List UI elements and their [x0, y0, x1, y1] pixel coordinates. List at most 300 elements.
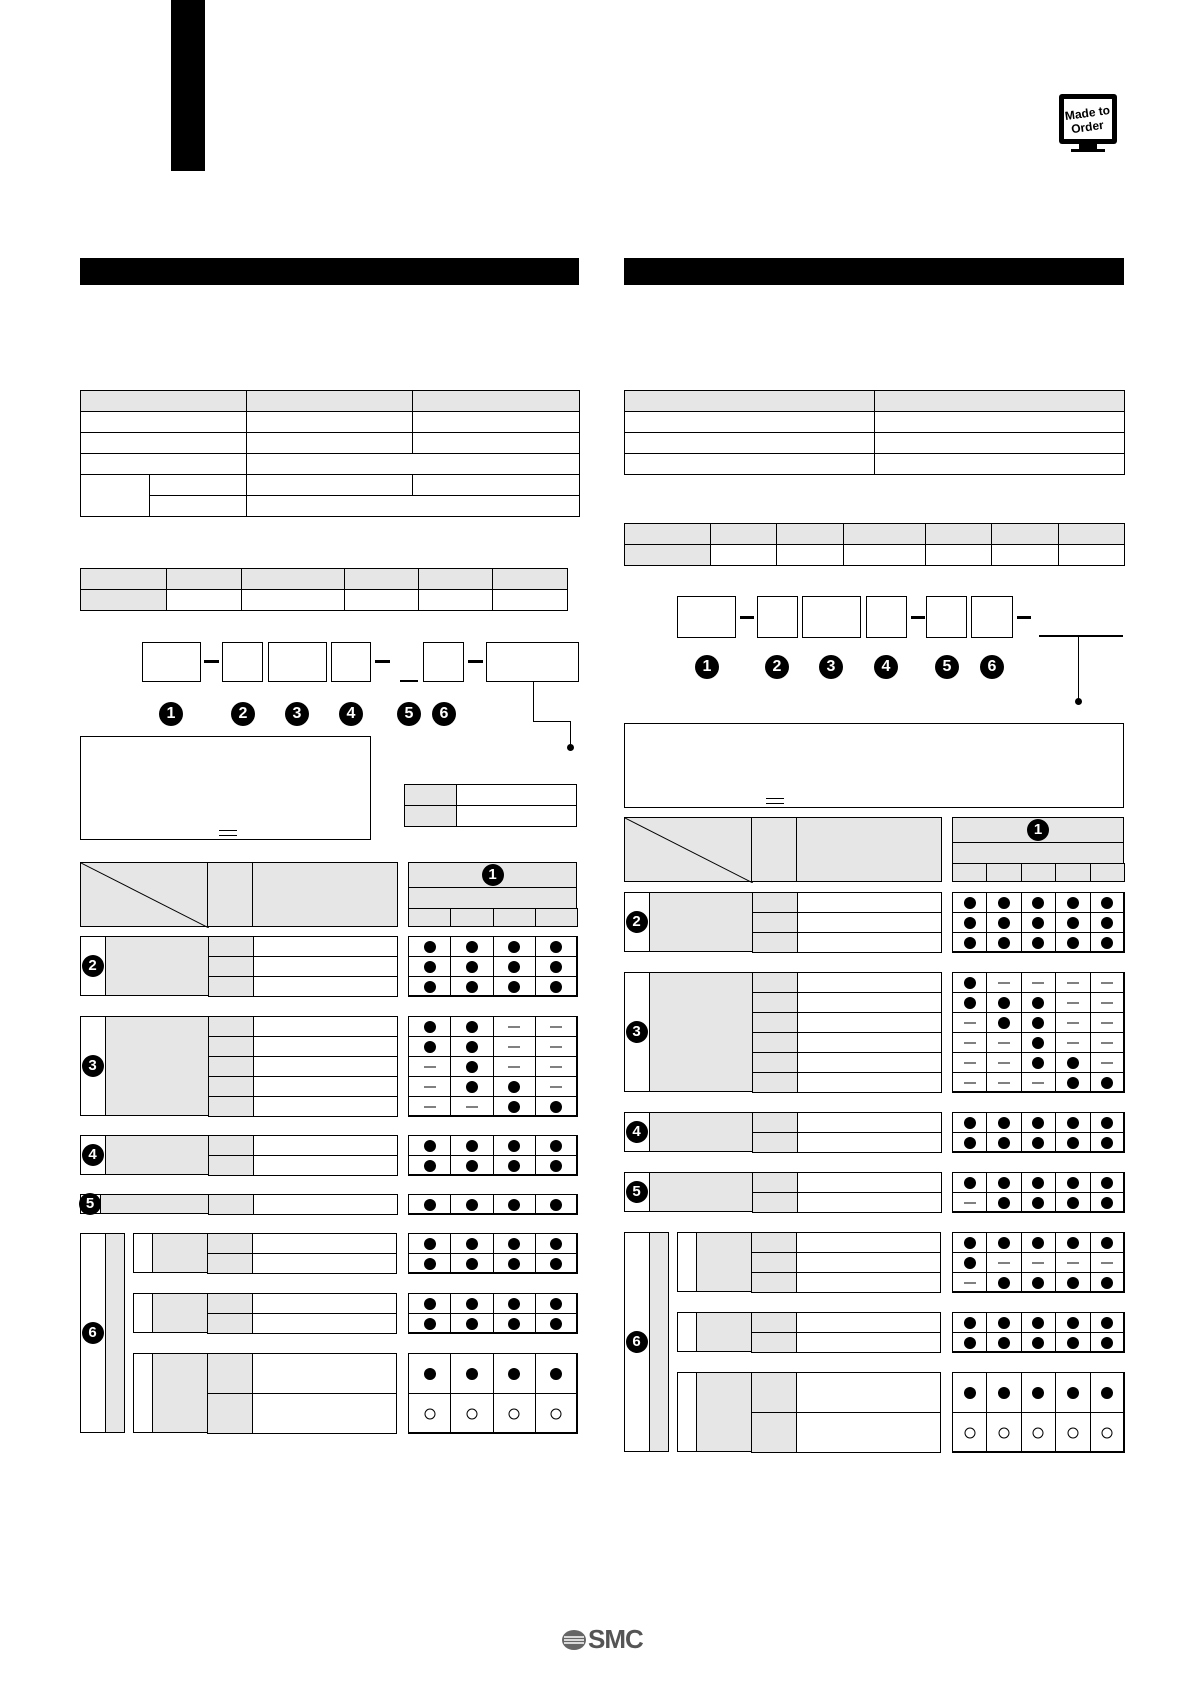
right-code-box-3: [802, 596, 861, 638]
filled-dot-mark: [1101, 1237, 1113, 1249]
option-grid-cell: [1055, 1032, 1090, 1053]
group-label-cell: [649, 1232, 669, 1452]
dash-mark: [1067, 1002, 1079, 1003]
option-desc-cell: [797, 1052, 942, 1073]
dash-mark: [424, 1086, 436, 1087]
option-code-cell: [751, 1252, 797, 1273]
filled-dot-mark: [550, 941, 562, 953]
filled-dot-mark: [550, 1140, 562, 1152]
filled-dot-mark: [424, 981, 436, 993]
option-grid-cell: [1090, 1072, 1125, 1093]
option-grid-cell: [952, 1172, 987, 1193]
option-grid-cell: [1021, 1272, 1056, 1293]
dash-mark: [466, 1106, 478, 1107]
option-grid-cell: [1055, 1252, 1090, 1273]
option-desc-cell: [252, 1253, 397, 1274]
group-label-cell: [649, 1172, 753, 1212]
matrix-header-size-cell: [952, 863, 987, 882]
option-code-cell: [208, 1155, 254, 1176]
dash-mark: [550, 1066, 562, 1067]
filled-dot-mark: [1032, 1057, 1044, 1069]
right-code-num-5: 5: [935, 655, 959, 679]
option-grid-cell: [986, 1072, 1021, 1093]
dash-mark: [998, 1082, 1010, 1083]
group-number-4: 4: [82, 1144, 104, 1166]
right-code-box-4: [866, 596, 907, 638]
right-code-dash: [911, 616, 925, 619]
option-grid-cell: [986, 1112, 1021, 1133]
filled-dot-mark: [550, 1101, 562, 1113]
option-code-cell: [752, 972, 798, 993]
option-grid-cell: [1021, 1132, 1056, 1153]
left-code-dash: [375, 660, 390, 663]
option-grid-cell: [535, 936, 578, 957]
left-code-box-3: [268, 642, 327, 682]
option-grid-cell: [450, 1253, 493, 1274]
group-label-cell: [649, 892, 753, 952]
left-section-bar: [80, 258, 579, 285]
option-grid-cell: [952, 912, 987, 933]
option-desc-cell: [252, 1353, 397, 1394]
option-grid-cell: [952, 992, 987, 1013]
option-grid-cell: [1090, 1272, 1125, 1293]
smc-logo-mark: [560, 1628, 588, 1652]
option-grid-cell: [1090, 912, 1125, 933]
dash-mark: [1067, 1022, 1079, 1023]
option-code-cell: [751, 1332, 797, 1353]
option-grid-cell: [408, 1313, 451, 1334]
matrix-header-col: [207, 862, 253, 927]
option-grid-cell: [952, 1132, 987, 1153]
option-desc-cell: [797, 992, 942, 1013]
filled-dot-mark: [1067, 1387, 1079, 1399]
option-grid-cell: [952, 1052, 987, 1073]
option-grid-cell: [1021, 912, 1056, 933]
option-grid-cell: [493, 936, 536, 957]
option-grid-cell: [493, 1313, 536, 1334]
option-grid-cell: [1090, 1332, 1125, 1353]
filled-dot-mark: [424, 1258, 436, 1270]
option-code-cell: [752, 1192, 798, 1213]
badge-line1: Made to: [1064, 102, 1111, 124]
open-circle-mark: [466, 1408, 477, 1419]
filled-dot-mark: [1101, 1387, 1113, 1399]
option-grid-cell: [535, 1036, 578, 1057]
option-grid-cell: [408, 956, 451, 977]
option-grid-cell: [450, 1393, 493, 1434]
option-grid-cell: [493, 1135, 536, 1156]
matrix-header-col: [252, 862, 398, 927]
open-circle-mark: [999, 1427, 1010, 1438]
dash-mark: [998, 1042, 1010, 1043]
filled-dot-mark: [1101, 1277, 1113, 1289]
filled-dot-mark: [1101, 897, 1113, 909]
option-grid-cell: [952, 1272, 987, 1293]
option-grid-cell: [1021, 1192, 1056, 1213]
option-grid-cell: [986, 892, 1021, 913]
filled-dot-mark: [424, 1318, 436, 1330]
option-grid-cell: [408, 1096, 451, 1117]
option-grid-cell: [450, 936, 493, 957]
filled-dot-mark: [998, 1017, 1010, 1029]
option-grid-cell: [408, 1194, 451, 1215]
option-desc-cell: [253, 1194, 398, 1215]
option-grid-cell: [450, 1155, 493, 1176]
filled-dot-mark: [1067, 1117, 1079, 1129]
matrix-header-size-cell: [450, 908, 493, 927]
filled-dot-mark: [1032, 897, 1044, 909]
option-grid-cell: [1090, 1172, 1125, 1193]
option-grid-cell: [493, 956, 536, 977]
option-grid-cell: [1021, 1372, 1056, 1413]
option-grid-cell: [1055, 1312, 1090, 1333]
option-code-cell: [208, 976, 254, 997]
option-grid-cell: [408, 1293, 451, 1314]
filled-dot-mark: [424, 1021, 436, 1033]
option-grid-cell: [408, 976, 451, 997]
option-code-cell: [752, 932, 798, 953]
right-spec-table: [624, 390, 1125, 475]
filled-dot-mark: [1032, 1277, 1044, 1289]
dash-mark: [508, 1066, 520, 1067]
option-code-cell: [208, 936, 254, 957]
option-grid-cell: [986, 1052, 1021, 1073]
option-desc-cell: [796, 1232, 941, 1253]
option-grid-cell: [450, 1233, 493, 1254]
filled-dot-mark: [1101, 1177, 1113, 1189]
right-note-equals-mark: [766, 798, 784, 804]
filled-dot-mark: [1101, 1317, 1113, 1329]
option-grid-cell: [1055, 1232, 1090, 1253]
left-leader-horizontal: [533, 721, 570, 722]
option-grid-cell: [493, 1293, 536, 1314]
subgroup-label-cell: [696, 1232, 752, 1292]
option-grid-cell: [1055, 1072, 1090, 1093]
filled-dot-mark: [508, 1140, 520, 1152]
option-grid-cell: [1090, 1052, 1125, 1073]
filled-dot-mark: [424, 1199, 436, 1211]
left-note-box: [80, 736, 371, 840]
filled-dot-mark: [550, 1318, 562, 1330]
filled-dot-mark: [508, 961, 520, 973]
diagonal-line: [625, 818, 753, 883]
right-leader-horizontal: [1039, 635, 1123, 637]
option-desc-cell: [252, 1233, 397, 1254]
group-label-cell: [100, 1194, 209, 1214]
filled-dot-mark: [964, 977, 976, 989]
filled-dot-mark: [998, 1237, 1010, 1249]
option-code-cell: [208, 1135, 254, 1156]
right-code-box-5: [926, 596, 967, 638]
subgroup-marker-cell: [677, 1232, 697, 1292]
option-grid-cell: [1055, 912, 1090, 933]
option-grid-cell: [1090, 1232, 1125, 1253]
matrix-header-size-cell: [1055, 863, 1090, 882]
filled-dot-mark: [964, 1337, 976, 1349]
option-desc-cell: [253, 1155, 398, 1176]
option-grid-cell: [408, 1036, 451, 1057]
option-grid-cell: [450, 1194, 493, 1215]
option-grid-cell: [1090, 1032, 1125, 1053]
option-grid-cell: [1090, 1412, 1125, 1453]
filled-dot-mark: [1067, 1177, 1079, 1189]
option-grid-cell: [493, 1155, 536, 1176]
open-circle-mark: [509, 1408, 520, 1419]
filled-dot-mark: [1101, 1197, 1113, 1209]
filled-dot-mark: [998, 917, 1010, 929]
dash-mark: [1032, 1262, 1044, 1263]
option-grid-cell: [1021, 972, 1056, 993]
option-grid-cell: [493, 976, 536, 997]
right-code-num-4: 4: [874, 655, 898, 679]
dash-mark: [508, 1046, 520, 1047]
option-desc-cell: [797, 1112, 942, 1133]
filled-dot-mark: [1101, 917, 1113, 929]
filled-dot-mark: [466, 1238, 478, 1250]
option-grid-cell: [408, 1135, 451, 1156]
option-grid-cell: [450, 1135, 493, 1156]
option-grid-cell: [1055, 1332, 1090, 1353]
option-grid-cell: [1090, 932, 1125, 953]
option-desc-cell: [796, 1272, 941, 1293]
filled-dot-mark: [998, 1337, 1010, 1349]
matrix-header-mid: [952, 842, 1124, 864]
option-grid-cell: [986, 932, 1021, 953]
right-code-dash: [740, 616, 754, 619]
right-code-num-3: 3: [819, 655, 843, 679]
filled-dot-mark: [424, 1041, 436, 1053]
dash-mark: [998, 1062, 1010, 1063]
filled-dot-mark: [998, 1197, 1010, 1209]
filled-dot-mark: [424, 1368, 436, 1380]
option-desc-cell: [253, 956, 398, 977]
option-desc-cell: [253, 1076, 398, 1097]
dash-mark: [964, 1202, 976, 1203]
option-grid-cell: [1021, 1032, 1056, 1053]
dash-mark: [1067, 982, 1079, 983]
filled-dot-mark: [466, 961, 478, 973]
matrix-header-diagonal: [80, 862, 208, 927]
option-code-cell: [751, 1412, 797, 1453]
filled-dot-mark: [508, 1160, 520, 1172]
option-code-cell: [752, 1052, 798, 1073]
option-grid-cell: [493, 1056, 536, 1077]
dash-mark: [1067, 1042, 1079, 1043]
filled-dot-mark: [964, 1137, 976, 1149]
option-grid-cell: [535, 1096, 578, 1117]
option-grid-cell: [952, 932, 987, 953]
option-code-cell: [207, 1293, 253, 1314]
filled-dot-mark: [998, 997, 1010, 1009]
option-grid-cell: [986, 1332, 1021, 1353]
option-code-cell: [752, 912, 798, 933]
option-code-cell: [208, 1096, 254, 1117]
option-desc-cell: [797, 932, 942, 953]
option-desc-cell: [797, 1132, 942, 1153]
right-code-num-6: 6: [980, 655, 1004, 679]
filled-dot-mark: [1101, 1117, 1113, 1129]
filled-dot-mark: [550, 981, 562, 993]
filled-dot-mark: [964, 937, 976, 949]
option-grid-cell: [986, 1252, 1021, 1273]
option-grid-cell: [493, 1076, 536, 1097]
filled-dot-mark: [1032, 1137, 1044, 1149]
option-grid-cell: [450, 1056, 493, 1077]
dash-mark: [550, 1046, 562, 1047]
filled-dot-mark: [466, 1140, 478, 1152]
group-label-cell: [105, 1135, 209, 1175]
option-grid-cell: [1055, 1172, 1090, 1193]
option-grid-cell: [986, 1272, 1021, 1293]
option-grid-cell: [986, 972, 1021, 993]
filled-dot-mark: [1032, 1337, 1044, 1349]
matrix-header-size-cell: [986, 863, 1021, 882]
option-grid-cell: [952, 1112, 987, 1133]
filled-dot-mark: [550, 1298, 562, 1310]
option-code-cell: [752, 1112, 798, 1133]
filled-dot-mark: [964, 1237, 976, 1249]
matrix-header-number: 1: [482, 864, 504, 886]
dash-mark: [964, 1022, 976, 1023]
filled-dot-mark: [1067, 937, 1079, 949]
option-grid-cell: [986, 912, 1021, 933]
option-grid-cell: [1090, 1012, 1125, 1033]
option-code-cell: [207, 1393, 253, 1434]
option-grid-cell: [535, 1135, 578, 1156]
option-grid-cell: [1055, 932, 1090, 953]
filled-dot-mark: [998, 1177, 1010, 1189]
option-grid-cell: [986, 1232, 1021, 1253]
left-code-num-6: 6: [432, 702, 456, 726]
option-code-cell: [208, 1036, 254, 1057]
option-desc-cell: [796, 1412, 941, 1453]
option-grid-cell: [493, 1253, 536, 1274]
group-label-cell: [649, 972, 753, 1092]
option-grid-cell: [408, 1076, 451, 1097]
option-code-cell: [751, 1312, 797, 1333]
option-grid-cell: [1090, 992, 1125, 1013]
diagonal-line: [81, 863, 209, 928]
option-grid-cell: [408, 1016, 451, 1037]
left-code-num-3: 3: [285, 702, 309, 726]
option-grid-cell: [450, 1036, 493, 1057]
option-grid-cell: [535, 1313, 578, 1334]
option-desc-cell: [252, 1313, 397, 1334]
dash-mark: [1101, 1002, 1113, 1003]
option-grid-cell: [952, 1412, 987, 1453]
filled-dot-mark: [424, 961, 436, 973]
filled-dot-mark: [998, 1137, 1010, 1149]
filled-dot-mark: [998, 937, 1010, 949]
option-grid-cell: [1021, 1072, 1056, 1093]
option-code-cell: [752, 1132, 798, 1153]
filled-dot-mark: [508, 1258, 520, 1270]
option-grid-cell: [1090, 1192, 1125, 1213]
option-grid-cell: [535, 1393, 578, 1434]
left-note-equals-mark: [219, 830, 237, 836]
option-grid-cell: [535, 1016, 578, 1037]
option-desc-cell: [796, 1312, 941, 1333]
filled-dot-mark: [964, 1177, 976, 1189]
filled-dot-mark: [424, 1238, 436, 1250]
filled-dot-mark: [1067, 1077, 1079, 1089]
option-grid-cell: [986, 1372, 1021, 1413]
option-grid-cell: [986, 1312, 1021, 1333]
option-code-cell: [752, 1012, 798, 1033]
dash-mark: [508, 1026, 520, 1027]
option-grid-cell: [493, 1393, 536, 1434]
filled-dot-mark: [998, 1317, 1010, 1329]
subgroup-marker-cell: [133, 1233, 153, 1273]
option-grid-cell: [986, 1192, 1021, 1213]
dash-mark: [1101, 982, 1113, 983]
option-grid-cell: [1021, 992, 1056, 1013]
left-spec-table: [80, 390, 580, 517]
matrix-header-col: [751, 817, 797, 882]
option-grid-cell: [1055, 972, 1090, 993]
option-desc-cell: [797, 892, 942, 913]
option-grid-cell: [952, 972, 987, 993]
option-grid-cell: [1021, 1332, 1056, 1353]
left-stroke-table: [80, 568, 568, 611]
option-grid-cell: [1090, 1252, 1125, 1273]
option-code-cell: [751, 1272, 797, 1293]
option-grid-cell: [408, 1233, 451, 1254]
filled-dot-mark: [424, 1298, 436, 1310]
filled-dot-mark: [550, 1199, 562, 1211]
option-grid-cell: [535, 1076, 578, 1097]
filled-dot-mark: [1067, 1137, 1079, 1149]
filled-dot-mark: [466, 1298, 478, 1310]
smc-logo: [560, 1624, 643, 1655]
filled-dot-mark: [1032, 997, 1044, 1009]
group-number-5: 5: [79, 1193, 101, 1215]
option-grid-cell: [450, 1293, 493, 1314]
left-code-num-2: 2: [231, 702, 255, 726]
left-leader-dot: [567, 744, 574, 751]
left-code-num-1: 1: [159, 702, 183, 726]
filled-dot-mark: [508, 1298, 520, 1310]
option-grid-cell: [1021, 1252, 1056, 1273]
option-grid-cell: [1021, 1232, 1056, 1253]
option-grid-cell: [1090, 972, 1125, 993]
open-circle-mark: [551, 1408, 562, 1419]
option-grid-cell: [1055, 1372, 1090, 1413]
option-desc-cell: [797, 972, 942, 993]
option-code-cell: [751, 1372, 797, 1413]
left-small-table: [404, 784, 577, 827]
option-code-cell: [751, 1232, 797, 1253]
option-grid-cell: [535, 1253, 578, 1274]
option-code-cell: [752, 1172, 798, 1193]
option-grid-cell: [986, 1012, 1021, 1033]
right-code-box-6: [971, 596, 1013, 638]
filled-dot-mark: [508, 1368, 520, 1380]
left-code-num-5: 5: [397, 702, 421, 726]
filled-dot-mark: [998, 1277, 1010, 1289]
dash-mark: [1032, 1082, 1044, 1083]
filled-dot-mark: [466, 941, 478, 953]
filled-dot-mark: [508, 1318, 520, 1330]
option-grid-cell: [493, 1036, 536, 1057]
filled-dot-mark: [1032, 1117, 1044, 1129]
option-code-cell: [752, 1032, 798, 1053]
option-grid-cell: [986, 1172, 1021, 1193]
option-desc-cell: [253, 1036, 398, 1057]
subgroup-label-cell: [696, 1312, 752, 1352]
option-grid-cell: [1055, 1132, 1090, 1153]
filled-dot-mark: [964, 897, 976, 909]
